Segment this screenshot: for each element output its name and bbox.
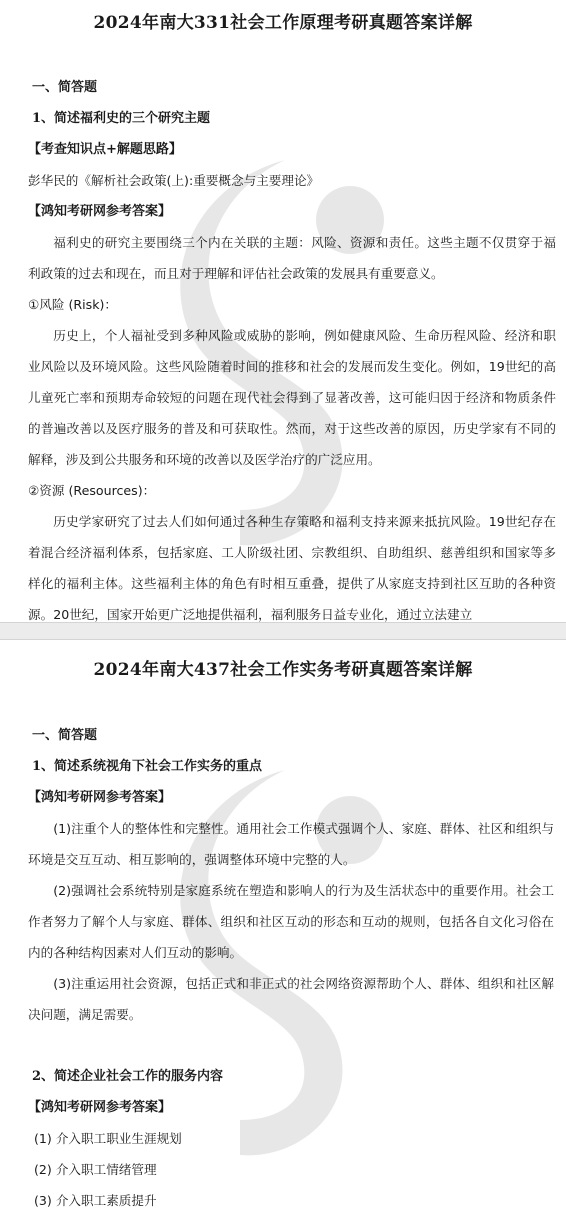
intro-paragraph: 福利史的研究主要围绕三个内在关联的主题：风险、资源和责任。这些主题不仅贯穿于福利政策的过去和现在，而且对于理解和评估社会政策的发展具有重要意义。 <box>28 235 556 281</box>
reference-text: 彭华民的《解析社会政策(上):重要概念与主要理论》 <box>28 173 320 188</box>
answer-2-item: (3) 介入职工素质提升 <box>34 1193 157 1208</box>
answer-1-point-3: (3)注重运用社会资源，包括正式和非正式的社会网络资源帮助个人、群体、组织和社区解决问题，满足需要。 <box>28 976 554 1022</box>
document-title: 2024年南大331社会工作原理考研真题答案详解 <box>93 13 473 33</box>
knowledge-points-label: 【考查知识点+解题思路】 <box>28 142 182 157</box>
resources-paragraph: 历史学家研究了过去人们如何通过各种生存策略和福利支持来源来抵抗风险。19世纪存在着混合经济福利体系，包括家庭、工人阶级社团、宗教组织、自助组织、慈善组织和国家等多样化的福利主体。这些福利主体的角色有时相互重叠，提供了从家庭支持到社区互助的各种资源。20世纪，国家开始更广泛地提供福利，福利服务日益专业化，通过立法建立 <box>28 514 556 622</box>
section-heading: 一、简答题 <box>32 80 98 95</box>
answer-label-2: 【鸿知考研网参考答案】 <box>28 1100 172 1115</box>
answer-2-item: (2) 介入职工情绪管理 <box>34 1162 157 1177</box>
document-title: 2024年南大437社会工作实务考研真题答案详解 <box>93 660 473 680</box>
resources-subheading: ②资源 (Resources)： <box>28 483 156 498</box>
answer-1-point-1: (1)注重个人的整体性和完整性。通用社会工作模式强调个人、家庭、群体、社区和组织与环境是交互互动、相互影响的，强调整体环境中完整的人。 <box>28 821 554 867</box>
document-page-2 <box>0 640 566 1208</box>
risk-subheading: ①风险 (Risk)： <box>28 297 118 312</box>
page-separator <box>0 622 566 640</box>
answer-2-item: (1) 介入职工职业生涯规划 <box>34 1131 182 1146</box>
answer-label-1: 【鸿知考研网参考答案】 <box>28 790 172 805</box>
question-1-heading: 1、简述系统视角下社会工作实务的重点 <box>32 759 263 774</box>
answer-label: 【鸿知考研网参考答案】 <box>28 204 172 219</box>
question-2-heading: 2、简述企业社会工作的服务内容 <box>32 1069 224 1084</box>
risk-paragraph: 历史上，个人福祉受到多种风险或威胁的影响，例如健康风险、生命历程风险、经济和职业风险以及环境风险。这些风险随着时间的推移和社会的发展而发生变化。例如，19世纪的高儿童死亡率和预期寿命较短的问题在现代社会得到了显著改善，这可能归因于经济和物质条件的普遍改善以及医疗服务的普及和可获取性。然而，对于这些改善的原因，历史学家有不同的解释，涉及到公共服务和环境的改善以及医学治疗的广泛应用。 <box>28 328 556 467</box>
answer-1-point-2: (2)强调社会系统特别是家庭系统在塑造和影响人的行为及生活状态中的重要作用。社会工作者努力了解个人与家庭、群体、组织和社区互动的形态和互动的规则，包括各自文化习俗在内的各种结构因素对人们互动的影响。 <box>28 883 554 960</box>
section-heading: 一、简答题 <box>32 728 98 743</box>
question-heading: 1、简述福利史的三个研究主题 <box>32 111 211 126</box>
